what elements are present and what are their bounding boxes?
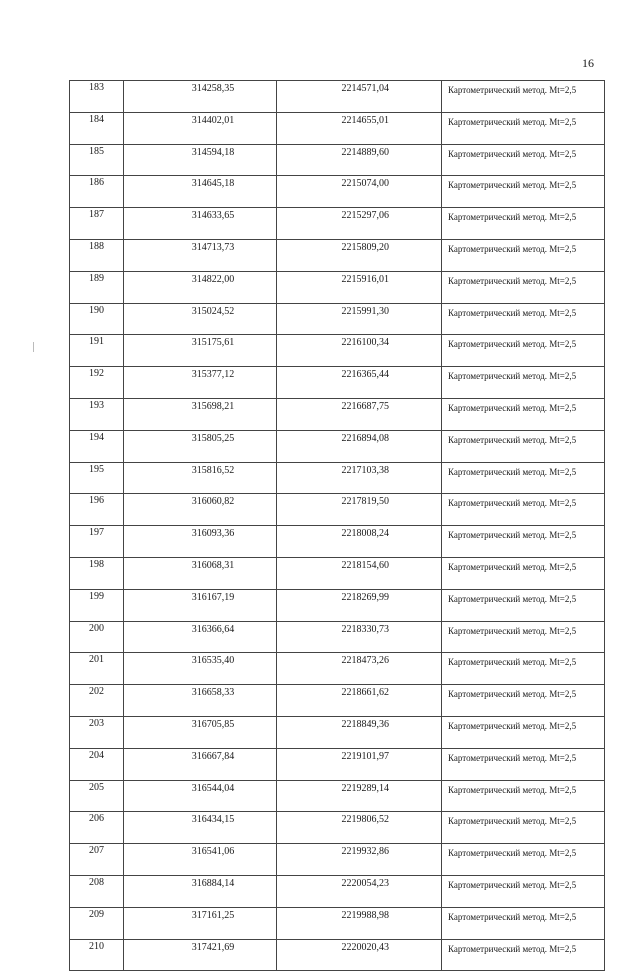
point-number-cell: 195	[70, 462, 124, 494]
method-cell: Картометрический метод. Mt=2,5	[442, 844, 605, 876]
table-row	[70, 685, 605, 717]
x-coordinate-cell: 316535,40	[124, 653, 277, 685]
table-row	[70, 271, 605, 303]
y-coordinate-cell: 2216894,08	[277, 430, 442, 462]
x-coordinate-cell: 316366,64	[124, 621, 277, 653]
method-cell: Картометрический метод. Mt=2,5	[442, 939, 605, 971]
x-coordinate-cell: 316705,85	[124, 716, 277, 748]
scan-mark	[33, 342, 34, 352]
table-row	[70, 653, 605, 685]
method-cell: Картометрический метод. Mt=2,5	[442, 335, 605, 367]
y-coordinate-cell: 2214571,04	[277, 81, 442, 113]
x-coordinate-cell: 317161,25	[124, 907, 277, 939]
point-number-cell: 189	[70, 271, 124, 303]
y-coordinate-cell: 2216365,44	[277, 367, 442, 399]
table-row	[70, 208, 605, 240]
point-number-cell: 205	[70, 780, 124, 812]
point-number-cell: 210	[70, 939, 124, 971]
y-coordinate-cell: 2214889,60	[277, 144, 442, 176]
method-cell: Картометрический метод. Mt=2,5	[442, 685, 605, 717]
point-number-cell: 206	[70, 812, 124, 844]
x-coordinate-cell: 315698,21	[124, 398, 277, 430]
y-coordinate-cell: 2219101,97	[277, 748, 442, 780]
y-coordinate-cell: 2215916,01	[277, 271, 442, 303]
y-coordinate-cell: 2214655,01	[277, 112, 442, 144]
y-coordinate-cell: 2216687,75	[277, 398, 442, 430]
table-row	[70, 875, 605, 907]
table-row	[70, 621, 605, 653]
point-number-cell: 200	[70, 621, 124, 653]
table-row	[70, 494, 605, 526]
table-row	[70, 557, 605, 589]
method-cell: Картометрический метод. Mt=2,5	[442, 398, 605, 430]
x-coordinate-cell: 315805,25	[124, 430, 277, 462]
method-cell: Картометрический метод. Mt=2,5	[442, 653, 605, 685]
table-row	[70, 335, 605, 367]
method-cell: Картометрический метод. Mt=2,5	[442, 112, 605, 144]
point-number-cell: 196	[70, 494, 124, 526]
x-coordinate-cell: 316093,36	[124, 526, 277, 558]
table-row	[70, 367, 605, 399]
y-coordinate-cell: 2219289,14	[277, 780, 442, 812]
table-row	[70, 589, 605, 621]
point-number-cell: 197	[70, 526, 124, 558]
table-row	[70, 526, 605, 558]
method-cell: Картометрический метод. Mt=2,5	[442, 875, 605, 907]
point-number-cell: 185	[70, 144, 124, 176]
x-coordinate-cell: 317421,69	[124, 939, 277, 971]
point-number-cell: 194	[70, 430, 124, 462]
x-coordinate-cell: 315175,61	[124, 335, 277, 367]
table-row	[70, 907, 605, 939]
point-number-cell: 209	[70, 907, 124, 939]
table-row	[70, 112, 605, 144]
point-number-cell: 191	[70, 335, 124, 367]
table-row	[70, 239, 605, 271]
method-cell: Картометрический метод. Mt=2,5	[442, 271, 605, 303]
method-cell: Картометрический метод. Mt=2,5	[442, 367, 605, 399]
point-number-cell: 198	[70, 557, 124, 589]
x-coordinate-cell: 314645,18	[124, 176, 277, 208]
x-coordinate-cell: 314713,73	[124, 239, 277, 271]
y-coordinate-cell: 2218849,36	[277, 716, 442, 748]
point-number-cell: 204	[70, 748, 124, 780]
point-number-cell: 186	[70, 176, 124, 208]
y-coordinate-cell: 2219932,86	[277, 844, 442, 876]
y-coordinate-cell: 2218330,73	[277, 621, 442, 653]
y-coordinate-cell: 2218473,26	[277, 653, 442, 685]
method-cell: Картометрический метод. Mt=2,5	[442, 526, 605, 558]
point-number-cell: 203	[70, 716, 124, 748]
table-row	[70, 303, 605, 335]
table-row	[70, 716, 605, 748]
table-row	[70, 462, 605, 494]
x-coordinate-cell: 315816,52	[124, 462, 277, 494]
point-number-cell: 187	[70, 208, 124, 240]
y-coordinate-cell: 2215809,20	[277, 239, 442, 271]
table-row	[70, 144, 605, 176]
point-number-cell: 208	[70, 875, 124, 907]
method-cell: Картометрический метод. Mt=2,5	[442, 239, 605, 271]
y-coordinate-cell: 2215991,30	[277, 303, 442, 335]
y-coordinate-cell: 2219988,98	[277, 907, 442, 939]
method-cell: Картометрический метод. Mt=2,5	[442, 494, 605, 526]
method-cell: Картометрический метод. Mt=2,5	[442, 716, 605, 748]
method-cell: Картометрический метод. Mt=2,5	[442, 907, 605, 939]
x-coordinate-cell: 315024,52	[124, 303, 277, 335]
method-cell: Картометрический метод. Mt=2,5	[442, 144, 605, 176]
point-number-cell: 184	[70, 112, 124, 144]
x-coordinate-cell: 315377,12	[124, 367, 277, 399]
table-row	[70, 81, 605, 113]
point-number-cell: 202	[70, 685, 124, 717]
x-coordinate-cell: 314633,65	[124, 208, 277, 240]
table-row	[70, 430, 605, 462]
table-row	[70, 939, 605, 971]
x-coordinate-cell: 316667,84	[124, 748, 277, 780]
coordinates-table-body	[70, 81, 605, 971]
table-row	[70, 844, 605, 876]
table-row	[70, 812, 605, 844]
method-cell: Картометрический метод. Mt=2,5	[442, 812, 605, 844]
x-coordinate-cell: 314822,00	[124, 271, 277, 303]
point-number-cell: 199	[70, 589, 124, 621]
y-coordinate-cell: 2218008,24	[277, 526, 442, 558]
point-number-cell: 183	[70, 81, 124, 113]
point-number-cell: 190	[70, 303, 124, 335]
method-cell: Картометрический метод. Mt=2,5	[442, 208, 605, 240]
table-row	[70, 748, 605, 780]
x-coordinate-cell: 316060,82	[124, 494, 277, 526]
y-coordinate-cell: 2220054,23	[277, 875, 442, 907]
y-coordinate-cell: 2219806,52	[277, 812, 442, 844]
x-coordinate-cell: 316068,31	[124, 557, 277, 589]
method-cell: Картометрический метод. Mt=2,5	[442, 748, 605, 780]
method-cell: Картометрический метод. Mt=2,5	[442, 81, 605, 113]
method-cell: Картометрический метод. Mt=2,5	[442, 462, 605, 494]
point-number-cell: 201	[70, 653, 124, 685]
y-coordinate-cell: 2215074,00	[277, 176, 442, 208]
x-coordinate-cell: 316658,33	[124, 685, 277, 717]
x-coordinate-cell: 316544,04	[124, 780, 277, 812]
method-cell: Картометрический метод. Mt=2,5	[442, 176, 605, 208]
y-coordinate-cell: 2218269,99	[277, 589, 442, 621]
y-coordinate-cell: 2217819,50	[277, 494, 442, 526]
y-coordinate-cell: 2218154,60	[277, 557, 442, 589]
point-number-cell: 192	[70, 367, 124, 399]
y-coordinate-cell: 2220020,43	[277, 939, 442, 971]
y-coordinate-cell: 2215297,06	[277, 208, 442, 240]
x-coordinate-cell: 314258,35	[124, 81, 277, 113]
coordinates-table	[69, 80, 605, 971]
point-number-cell: 207	[70, 844, 124, 876]
x-coordinate-cell: 316434,15	[124, 812, 277, 844]
x-coordinate-cell: 316541,06	[124, 844, 277, 876]
method-cell: Картометрический метод. Mt=2,5	[442, 303, 605, 335]
y-coordinate-cell: 2218661,62	[277, 685, 442, 717]
table-row	[70, 780, 605, 812]
x-coordinate-cell: 316884,14	[124, 875, 277, 907]
method-cell: Картометрический метод. Mt=2,5	[442, 430, 605, 462]
point-number-cell: 188	[70, 239, 124, 271]
table-row	[70, 398, 605, 430]
method-cell: Картометрический метод. Mt=2,5	[442, 621, 605, 653]
y-coordinate-cell: 2217103,38	[277, 462, 442, 494]
x-coordinate-cell: 314594,18	[124, 144, 277, 176]
method-cell: Картометрический метод. Mt=2,5	[442, 557, 605, 589]
method-cell: Картометрический метод. Mt=2,5	[442, 780, 605, 812]
x-coordinate-cell: 316167,19	[124, 589, 277, 621]
page-number: 16	[582, 56, 594, 70]
x-coordinate-cell: 314402,01	[124, 112, 277, 144]
point-number-cell: 193	[70, 398, 124, 430]
table-row	[70, 176, 605, 208]
method-cell: Картометрический метод. Mt=2,5	[442, 589, 605, 621]
y-coordinate-cell: 2216100,34	[277, 335, 442, 367]
